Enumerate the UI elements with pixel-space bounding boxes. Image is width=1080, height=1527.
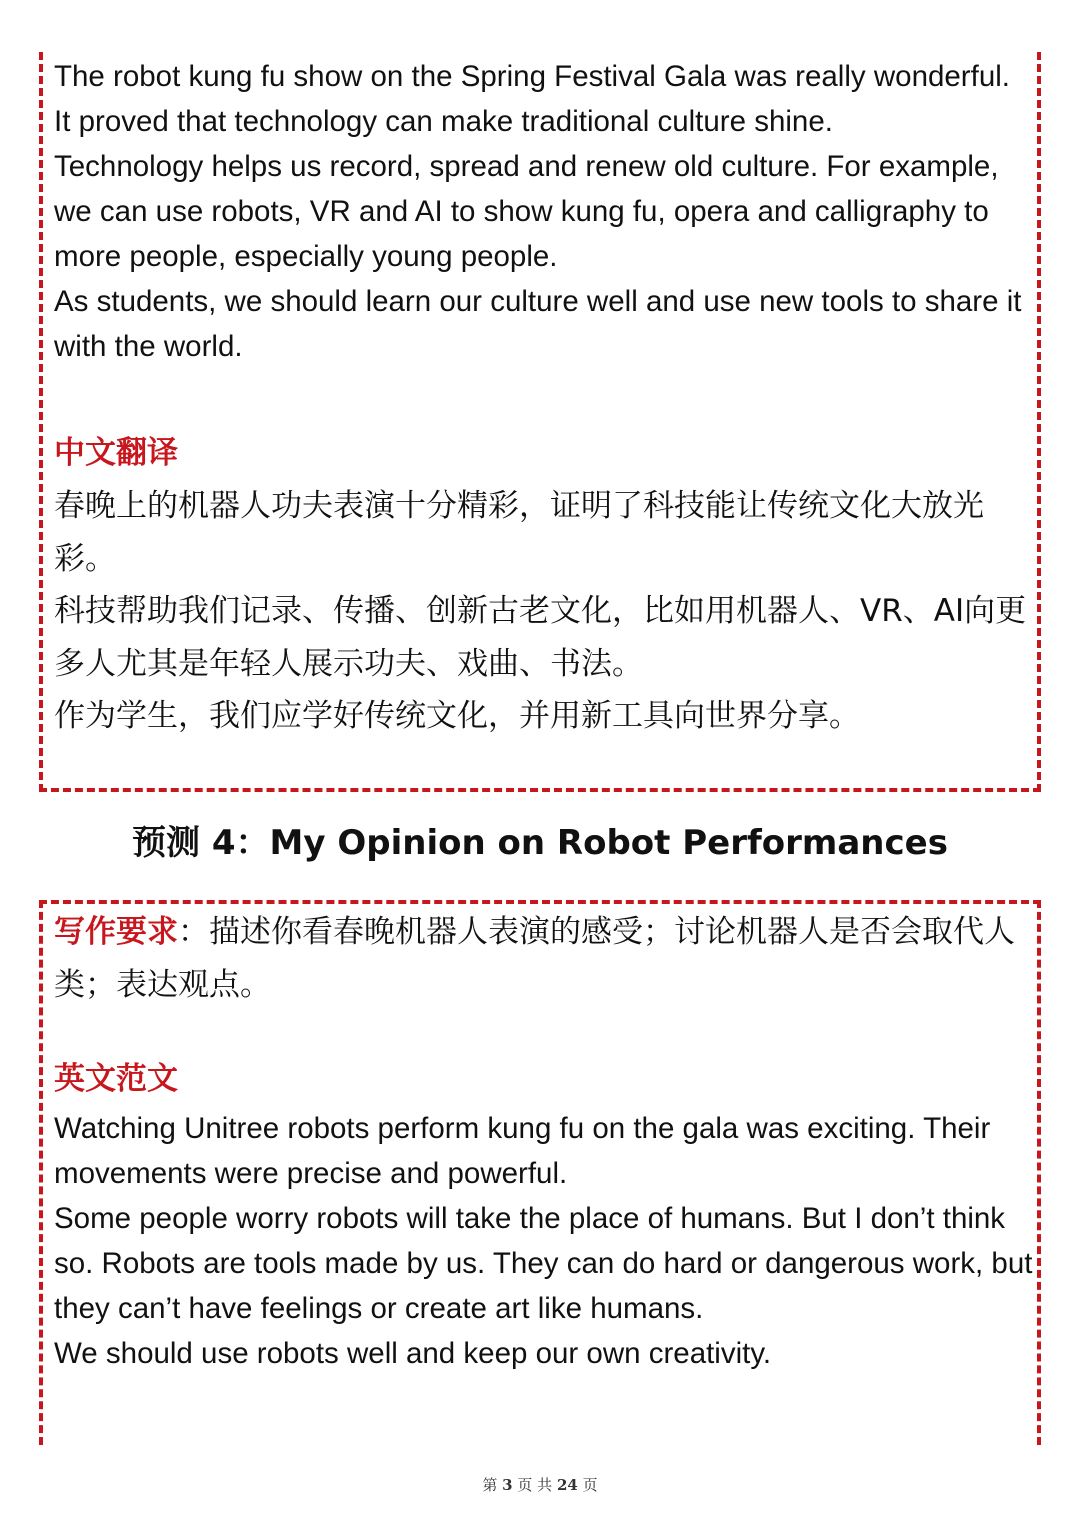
footer-middle: 页 共: [517, 1476, 553, 1494]
chinese-paragraph: 作为学生，我们应学好传统文化，并用新工具向世界分享。: [54, 698, 860, 734]
requirement-text: ：描述你看春晚机器人表演的感受；讨论机器人是否会取代人类；表达观点。: [54, 914, 1015, 1003]
english-paragraph: Some people worry robots will take the place of humans. But I don’t think so. Robots are tools made by us. They can do hard or dangerous work, but they can’t have feelings or create art like humans.: [54, 1202, 1033, 1325]
chinese-paragraph: 春晚上的机器人功夫表演十分精彩，证明了科技能让传统文化大放光彩。: [54, 488, 984, 577]
english-paragraph: Watching Unitree robots perform kung fu on the gala was exciting. Their movements were precise and powerful.: [54, 1112, 991, 1190]
essay-box-top-content: [54, 52, 1033, 743]
essay-box-bottom-content: [54, 904, 1033, 1376]
english-paragraph: The robot kung fu show on the Spring Festival Gala was really wonderful. It proved that technology can make traditional culture shine.: [54, 60, 1010, 138]
page-number: 3: [502, 1476, 513, 1494]
sample-heading: 英文范文: [54, 1061, 178, 1097]
essay-box-top: [39, 52, 1041, 792]
section-title: 预测 4：My Opinion on Robot Performances: [132, 823, 948, 863]
page-total: 24: [556, 1476, 578, 1494]
footer-suffix: 页: [582, 1476, 598, 1494]
english-paragraph: Technology helps us record, spread and renew old culture. For example, we can use robots, VR and AI to show kung fu, opera and calligraphy to more people, especially young people.: [54, 150, 999, 273]
page-footer: [0, 1474, 1080, 1495]
translation-heading: 中文翻译: [54, 435, 178, 471]
requirement-label: 写作要求: [54, 914, 178, 950]
chinese-paragraph: 科技帮助我们记录、传播、创新古老文化，比如用机器人、VR、AI向更多人尤其是年轻人展示功夫、戏曲、书法。: [54, 593, 1027, 682]
english-paragraph: As students, we should learn our culture well and use new tools to share it with the world.: [54, 285, 1022, 363]
english-paragraph: We should use robots well and keep our own creativity.: [54, 1337, 772, 1370]
essay-box-bottom: [39, 900, 1041, 1445]
writing-requirement: [54, 906, 1033, 1011]
footer-prefix: 第: [482, 1476, 498, 1494]
